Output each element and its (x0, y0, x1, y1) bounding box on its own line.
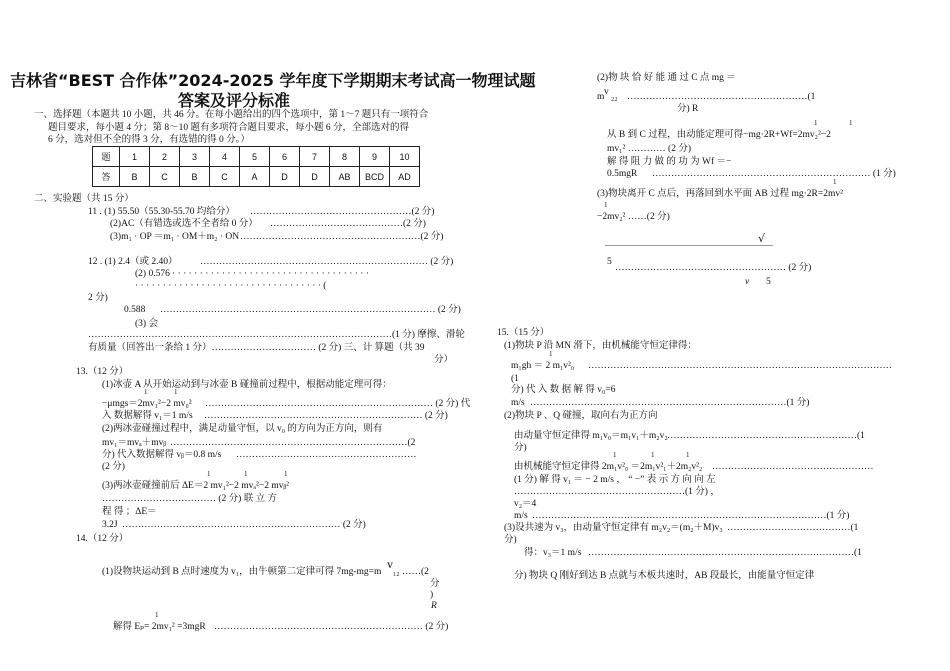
frac-numerator: 1 (613, 451, 617, 459)
q14-line7: 0.5mgR (607, 169, 638, 179)
answer-cell: B (120, 167, 150, 187)
q15-line11: ………………………………………………(1 分) ， (514, 487, 720, 497)
frac-numerator: 1 (155, 611, 159, 619)
q11-line3: (3)m₁ · OP ＝m₁ · OM＋m₂ · ON (110, 232, 240, 242)
question-number: 7 (300, 147, 330, 167)
answer-table-number-row (93, 147, 420, 167)
q13-line9: ……………………………… (2 分) 联 立 方 (102, 494, 277, 504)
q11-line1-score: ……………………………………………(2 分) (250, 207, 435, 217)
q15-line5: m/s (511, 398, 525, 408)
answer-cell: C (150, 167, 180, 187)
frac-numerator: 1 (833, 178, 837, 186)
q14-line3-sub: ₂₂ (611, 92, 618, 102)
q12-line5: ……………………………………………………………………………………(1 分) 摩擦、滑轮 (88, 330, 465, 340)
q14-line2: 解得 Eₚ= 2mv₁² =3mgR (113, 622, 206, 632)
q12-line3: 0.588 (124, 305, 146, 315)
q14-line1-b: ) (430, 590, 434, 600)
check-mark-icon: √ (758, 232, 766, 245)
q12-line3-score: …………………………………………………………………………… (2 分) (160, 305, 461, 315)
q14-line3-v: v (604, 87, 609, 97)
q14-line1: (1)设物块运动到 B 点时速度为 v₁，由牛顿第二定律可得 7mg-mg=m (102, 567, 382, 577)
q15-line5-score: ………………………………………………………………………(1 分) (530, 398, 810, 408)
exam-subtitle: 答案及评分标准 (178, 91, 291, 110)
q14-line8: (3)物块离开 C 点后，再落回到水平面 AB 过程 mg·2R=2mv² (597, 189, 843, 199)
question-number: 6 (270, 147, 300, 167)
answer-table-answer-row (93, 167, 420, 187)
answer-cell: C (210, 167, 240, 187)
q14-line10: 5 (607, 257, 612, 267)
q13-line10: 程 得 ；ΔE＝ (102, 507, 157, 517)
answer-cell: BCD (360, 167, 390, 187)
q14-line1-score: ₁₂ ……(2 (393, 567, 429, 577)
frac-numerator: 1 (849, 119, 853, 127)
garbled-line (605, 245, 773, 246)
q14-line2-score: ………………………………………………………… (2 分) (214, 622, 449, 632)
q14-heading: 14.（12 分） (76, 534, 129, 544)
q13-line8: (3)两冰壶碰撞前后 ΔE＝2 mv₁²−2 mvₐ²−2 mvᵦ² (102, 481, 290, 491)
question-number: 9 (360, 147, 390, 167)
q14-line11-num: 5 (766, 277, 771, 287)
row-label: 题 (93, 147, 120, 167)
frac-numerator: 1 (244, 470, 248, 478)
frac-numerator: 1 (604, 201, 608, 209)
q14-line3-m: m (597, 92, 605, 102)
section1-line3: 6 分，选对但不全的得 3 分，有选错的得 0 分。） (48, 135, 250, 145)
q12-line7: 分） (434, 355, 454, 365)
section2-heading: 二、实验题（共 15 分） (34, 194, 134, 204)
q14-line1-c: R (431, 601, 437, 611)
q15-line8: 分) (514, 443, 527, 453)
exam-title: 吉林省“BEST 合作体”2024-2025 学年度下学期期末考试高一物理试题 (10, 71, 536, 90)
q13-line2-score: ……………………………………………………………… (2 分) 代 (205, 399, 471, 409)
frac-numerator: 1 (284, 470, 288, 478)
frac-numerator: 1 (144, 388, 148, 396)
q15-line14-score: …………………………………(1 (727, 523, 859, 533)
question-number: 10 (390, 147, 420, 167)
frac-numerator: 1 (174, 388, 178, 396)
section1-heading: 一、选择题（本题共 10 小题，共 46 分。在每小题给出的四个选项中，第 1～7 题只有一项符合 (34, 110, 429, 120)
answer-table (92, 146, 420, 187)
question-number: 1 (120, 147, 150, 167)
q11-line2: (2)AC（有错选或选不全者给 0 分） (110, 219, 258, 229)
q15-line12: v₂＝4 (514, 499, 537, 509)
q15-line17: 分) 物块 Q 刚好到达 B 点就与木板共速时，AB 段最长，由能量守恒定律 (514, 571, 815, 581)
frac-numerator: 1 (651, 451, 655, 459)
q15-line9-dots: …………………………………………… (712, 462, 874, 472)
q12-line2c: 2 分) (88, 293, 108, 303)
q15-line9: 由机械能守恒定律得 2m₁v²₀ ＝2m₁v²₁＋2m₂v²₂ (514, 462, 703, 472)
answer-cell: AB (330, 167, 360, 187)
q13-line11-score: …………………………………………………………… (2 分) (122, 520, 366, 530)
q11-line3-score: …………………………………………………(2 分) (240, 232, 444, 242)
q15-heading: 15.（15 分） (497, 328, 550, 338)
answer-cell: D (270, 167, 300, 187)
q11-line1: 11 . (1) 55.50（55.30-55.70 均给分） (88, 207, 235, 217)
q14-line3: (2)物 块 恰 好 能 通 过 C 点 mg ＝ (597, 73, 736, 83)
q15-line7: 由动量守恒定律得 m₁v₀＝m₁v₁＋m₂v₂ (514, 431, 668, 441)
q15-line16-score: …………………………………………………………………………(1 (588, 548, 862, 558)
q14-line5: mv₁² ………… (2 分) (607, 144, 692, 154)
q12-line4: (3) 会 (135, 319, 158, 329)
q13-line6-dots: ………………………………………………… (236, 450, 417, 460)
question-number: 2 (150, 147, 180, 167)
q14-line1-a: 分 (430, 579, 440, 589)
q12-line2b: · · · · · · · · · · · · · · · · · · · · · · · · · · · · · · · · · · ( (135, 281, 327, 291)
answer-cell: B (180, 167, 210, 187)
q12-line2-dots: · · · · · · · · · · · · · · · · · · · · · · · · · · · · · · · · · · · · (172, 269, 370, 279)
q15-line6: (2)物块 P 、Q 碰撞，取向右为正方向 (504, 411, 658, 421)
answer-cell: AD (390, 167, 420, 187)
q12-line1: 12 . (1) 2.4（或 2.40） (88, 257, 178, 267)
q13-line3: 入 数据解得 v₁＝1 m/s (102, 411, 193, 421)
q14-line3-score: …………………………………………………(1 (627, 92, 816, 102)
q15-line1: (1)物块 P 沿 MN 滑下，由机械能守恒定律得： (504, 341, 697, 351)
question-number: 8 (330, 147, 360, 167)
q14-line9: −2mv₂² ……(2 分) (597, 212, 670, 222)
frac-numerator: 1 (207, 470, 211, 478)
q15-line2-dots: …………………………………………………………………………………… (588, 361, 892, 371)
question-number: 4 (210, 147, 240, 167)
q14-line6: 解 得 阻 力 做 的 功 为 Wf ＝− (607, 157, 732, 167)
frac-numerator: 1 (549, 350, 553, 358)
q14-line1-v: v (387, 557, 393, 571)
answer-cell: A (240, 167, 270, 187)
q15-line3: (1 (511, 374, 519, 384)
q14-line11-v: v (745, 277, 750, 287)
q13-line5: mv₁＝mvₐ＋mvᵦ (102, 438, 167, 448)
section1-line2: 题目要求，每小题 4 分；第 8～10 题有多项符合题目要求，每小题 6 分，全部选对的得 (48, 123, 410, 133)
q13-line3-score: …………………………………………………………… (2 分) (204, 411, 448, 421)
q12-line2: (2) 0.576 (135, 269, 170, 279)
q13-line1: (1)冰壶 A 从开始运动到与冰壶 B 碰撞前过程中，根据动能定理可得： (102, 380, 392, 390)
row-label: 答 (93, 167, 120, 187)
question-number: 3 (180, 147, 210, 167)
frac-numerator: 1 (686, 451, 690, 459)
q15-line16: 得：v₃＝1 m/s (524, 548, 582, 558)
q13-line6: 分) 代入数据解得 vᵦ＝0.8 m/s (102, 450, 222, 460)
q13-line7: (2 分) (102, 462, 125, 472)
q15-line14: (3)设共速为 v₃，由动量守恒定律有 m₂v₂＝(m₂＋M)v₃ (504, 523, 723, 533)
q14-line4: 从 B 到 C 过程，由动能定理可得−mg·2R+Wf=2mv₂²−2 (607, 130, 831, 140)
q13-line4: (2)两冰壶碰撞过程中，满足动量守恒，以 v₀ 的方向为正方向，则有 (102, 424, 383, 434)
q15-line2: m₁gh ＝ 2 m₁v²₀ (511, 361, 575, 371)
q13-line2: −μmgs＝2mv₁²−2 mv₀² (102, 399, 192, 409)
q11-line2-score: ……………………………………(2 分) (270, 219, 426, 229)
q12-line1-score: ……………………………………………………………… (2 分) (200, 257, 454, 267)
question-number: 5 (240, 147, 270, 167)
q12-line6: 有质量（回答出一条给 1 分）…………………………… (2 分) 三、计 算题（共 39 (88, 343, 425, 353)
q13-line11: 3.2J (102, 520, 118, 530)
answer-cell: D (300, 167, 330, 187)
q14-line7-score: …………………………………………………………… (1 分) (652, 169, 896, 179)
q15-line13-score: …………………………………………………………………………………(1 分) (532, 511, 850, 521)
q15-line10: (1 分) 解 得 v₁ ＝ − 2 m/s ， “ −” 表 示 方 向 向 左 (514, 475, 716, 485)
frac-numerator: 1 (814, 119, 818, 127)
q13-heading: 13.（12 分） (76, 367, 129, 377)
q13-line5-score: …………………………………………………………………(2 (170, 438, 416, 448)
q14-line10-score: ……………………………………………… (2 分) (615, 263, 812, 273)
q15-line13: m/s (514, 511, 528, 521)
q15-line15: 分) (504, 535, 517, 545)
q15-line7-score: ……………………………………………………(1 (667, 431, 865, 441)
q15-line4: 分) 代 入 数 据 解 得 v₀=6 (511, 385, 616, 395)
q14-line3-t: 分) R (677, 104, 699, 114)
